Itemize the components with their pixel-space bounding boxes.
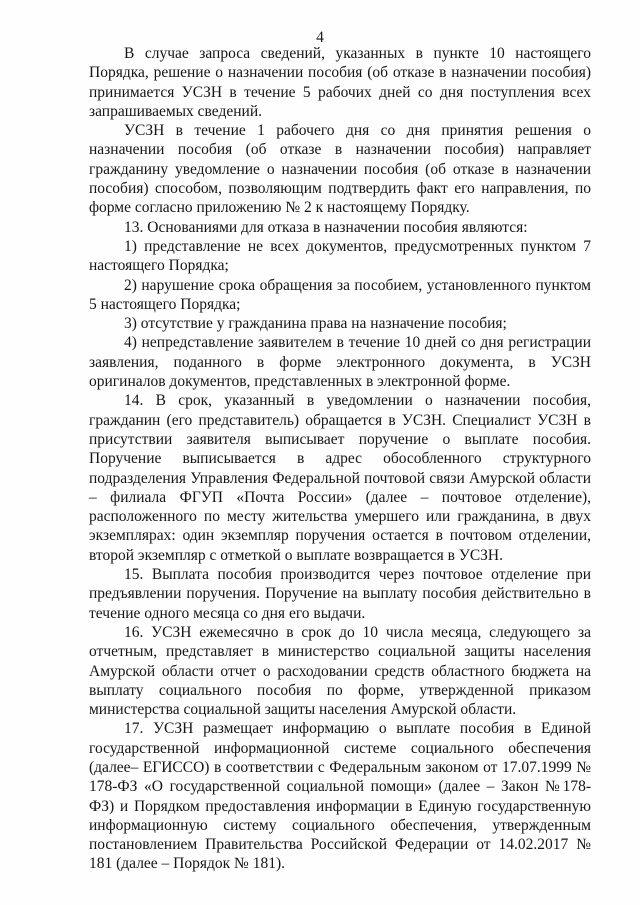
paragraph: 16. УСЗН ежемесячно в срок до 10 числа месяца, следующего за отчетным, представляет в министерство социальной защиты населения Амурской области отчет о расходовании средств областного бюджета на выплату социального пособия по форме, утвержденной приказом министерства социальной защиты населения Амурской области. bbox=[89, 623, 591, 719]
paragraph: 17. УСЗН размещает информацию о выплате пособия в Единой государственной информационной системе социального обеспечения (далее– ЕГИССО) в соответствии с Федеральным законом от 17.07.1999 № 178-ФЗ «О государственной социальной помощи» (далее – Закон №178-ФЗ) и Порядком предоставления информации в Единую государственную информационную систему социального обеспечения, утвержденным постановлением Правительства Российской Федерации от 14.02.2017 № 181 (далее – Порядок № 181). bbox=[89, 720, 591, 873]
paragraph: 14. В срок, указанный в уведомлении о назначении пособия, гражданин (его представитель) обращается в УСЗН. Специалист УСЗН в присутствии заявителя выписывает поручение о выплате пособия. Поручение выписывается в адрес обособленного структурного подразделения Управления Федеральной почтовой связи Амурской области – филиала ФГУП «Почта России» (далее – почтовое отделение), расположенного по месту жительства умершего или гражданина, в двух экземплярах: один экземпляр поручения остается в почтовом отделении, второй экземпляр с отметкой о выплате возвращается в УСЗН. bbox=[89, 392, 591, 564]
paragraph: В случае запроса сведений, указанных в пункте 10 настоящего Порядка, решение о назначении пособия (об отказе в назначении пособия) принимается УСЗН в течение 5 рабочих дней со дня поступления всех запрашиваемых сведений. bbox=[89, 45, 591, 120]
paragraph: 15. Выплата пособия производится через почтовое отделение при предъявлении поручения. Поручение на выплату пособия действительно в течение одного месяца со дня его выдачи. bbox=[89, 566, 591, 622]
document-body bbox=[89, 44, 591, 874]
paragraph: 13. Основаниями для отказа в назначении пособия являются: bbox=[124, 218, 528, 236]
paragraph: УСЗН в течение 1 рабочего дня со дня принятия решения о назначении пособия (об отказе в назначении пособия) направляет гражданину уведомление о назначении пособия (об отказе в назначении пособия) способом, позволяющим подтвердить факт его направления, по форме согласно приложению № 2 к настоящему Порядку. bbox=[89, 122, 591, 217]
paragraph: 2) нарушение срока обращения за пособием, установленного пунктом 5 настоящего Порядка; bbox=[89, 276, 591, 313]
page-number: 4 bbox=[316, 29, 324, 46]
paragraph: 1) представление не всех документов, предусмотренных пунктом 7 настоящего Порядка; bbox=[89, 237, 591, 275]
paragraph: 4) непредставление заявителем в течение 10 дней со дня регистрации заявления, поданного в форме электронного документа, в УСЗН оригиналов документов, представленных в электронной форме. bbox=[89, 334, 591, 391]
paragraph: 3) отсутствие у гражданина права на назначение пособия; bbox=[124, 315, 507, 333]
